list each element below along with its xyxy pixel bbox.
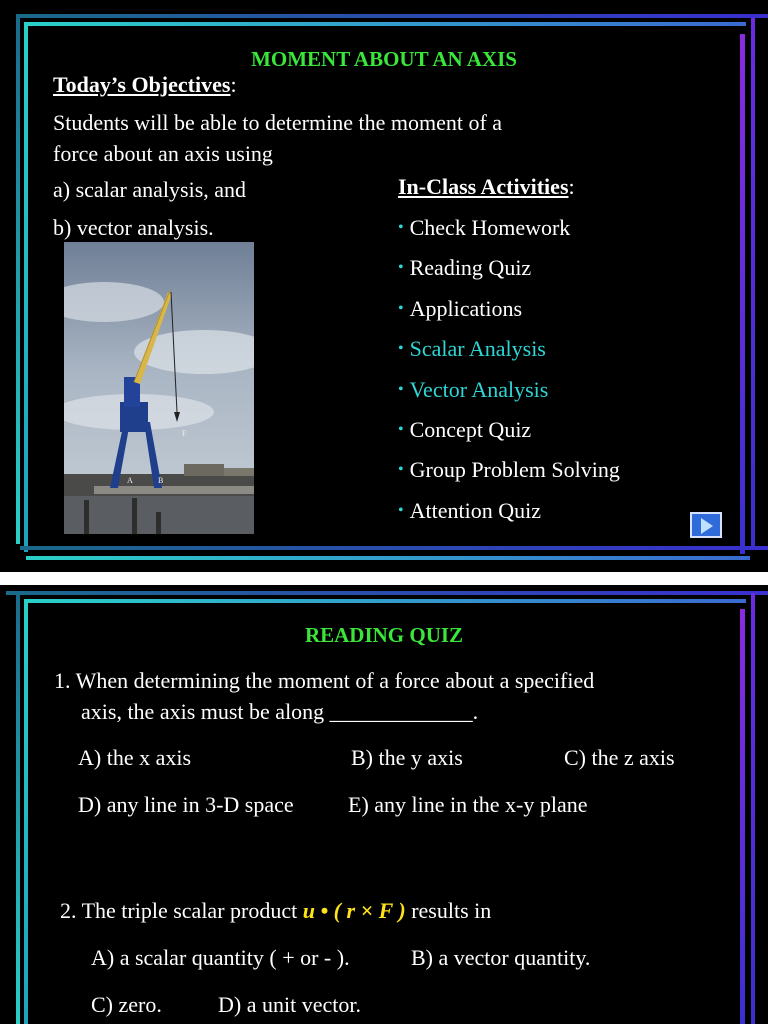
point-a-label: A <box>127 476 133 485</box>
bullet-icon: • <box>398 259 404 276</box>
bullet-icon: • <box>398 461 404 478</box>
objectives-line-1: Students will be able to determine the moment of a <box>53 110 503 135</box>
top-bar-inner <box>26 22 746 26</box>
activity-item <box>398 255 531 284</box>
question-2-prefix: 2. The triple scalar product <box>60 898 298 923</box>
question-1-line-1: 1. When determining the moment of a force about a specified <box>54 668 595 693</box>
left-bar-outer <box>16 14 20 544</box>
activity-item <box>398 457 620 486</box>
question-2-suffix: results in <box>411 898 492 923</box>
objectives-label: Today’s Objectives <box>53 72 231 97</box>
q2-option-d: D) a unit vector. <box>218 992 361 1017</box>
q1-option-e: E) any line in the x-y plane <box>348 792 588 817</box>
question-2 <box>60 898 491 924</box>
activity-item <box>398 296 522 325</box>
top-bar-inner <box>26 599 746 603</box>
next-slide-button[interactable] <box>690 512 722 538</box>
bottom-bar-outer <box>20 546 768 550</box>
bullet-icon: • <box>398 219 404 236</box>
bullet-icon: • <box>398 300 404 317</box>
bullet-icon: • <box>398 502 404 519</box>
left-bar-inner <box>24 22 28 552</box>
question-1-line-2: axis, the axis must be along _____________. <box>81 699 479 724</box>
activity-label: Reading Quiz <box>409 255 532 280</box>
bullet-icon: • <box>398 381 404 398</box>
activity-label: Applications <box>409 296 523 321</box>
q1-option-d: D) any line in 3-D space <box>78 792 294 817</box>
objectives-colon: : <box>230 72 237 97</box>
q1-option-c: C) the z axis <box>564 745 675 770</box>
activity-label: Group Problem Solving <box>409 457 620 482</box>
q1-option-a: A) the x axis <box>78 745 192 770</box>
slide-title: READING QUIZ <box>304 623 464 647</box>
q2-option-a: A) a scalar quantity ( + or - ). <box>91 945 350 970</box>
crane-illustration <box>64 242 254 534</box>
slide-title: MOMENT ABOUT AN AXIS <box>251 47 517 71</box>
activity-item <box>398 417 531 446</box>
activities-label: In-Class Activities <box>398 174 569 199</box>
activity-item <box>398 498 541 527</box>
activity-label: Vector Analysis <box>409 377 549 402</box>
left-bar-inner <box>24 599 28 1024</box>
activity-item <box>398 215 570 244</box>
right-bar-inner <box>751 593 755 1024</box>
right-bar-outer <box>740 609 745 1024</box>
force-label: F <box>182 429 187 438</box>
activity-item-highlighted <box>398 336 546 365</box>
slide-reading-quiz <box>0 585 768 1024</box>
activity-label: Scalar Analysis <box>409 336 546 361</box>
objectives-line-2: force about an axis using <box>53 141 273 166</box>
activity-label: Attention Quiz <box>409 498 541 523</box>
activities-heading <box>398 174 575 200</box>
right-bar-outer <box>740 34 745 554</box>
activity-label: Check Homework <box>409 215 571 240</box>
bottom-bar-inner <box>26 556 750 560</box>
activity-item-highlighted <box>398 377 548 406</box>
top-bar-outer <box>20 14 768 18</box>
crane-photo <box>64 242 254 534</box>
bullet-icon: • <box>398 340 404 357</box>
objective-item-b: b) vector analysis. <box>53 215 214 240</box>
activity-label: Concept Quiz <box>409 417 532 442</box>
bullet-icon: • <box>398 421 404 438</box>
objective-item-a: a) scalar analysis, and <box>53 177 247 202</box>
activities-colon: : <box>568 174 575 199</box>
q2-option-b: B) a vector quantity. <box>411 945 591 970</box>
triple-product-formula: u • ( r × F ) <box>302 898 406 923</box>
q1-option-b: B) the y axis <box>351 745 463 770</box>
top-bar-outer <box>6 591 768 595</box>
q2-option-c: C) zero. <box>91 992 162 1017</box>
objectives-heading <box>53 72 237 98</box>
left-bar-outer <box>16 591 20 1024</box>
point-b-label: B <box>158 476 164 485</box>
right-bar-inner <box>751 18 755 548</box>
play-arrow-icon <box>701 518 713 534</box>
